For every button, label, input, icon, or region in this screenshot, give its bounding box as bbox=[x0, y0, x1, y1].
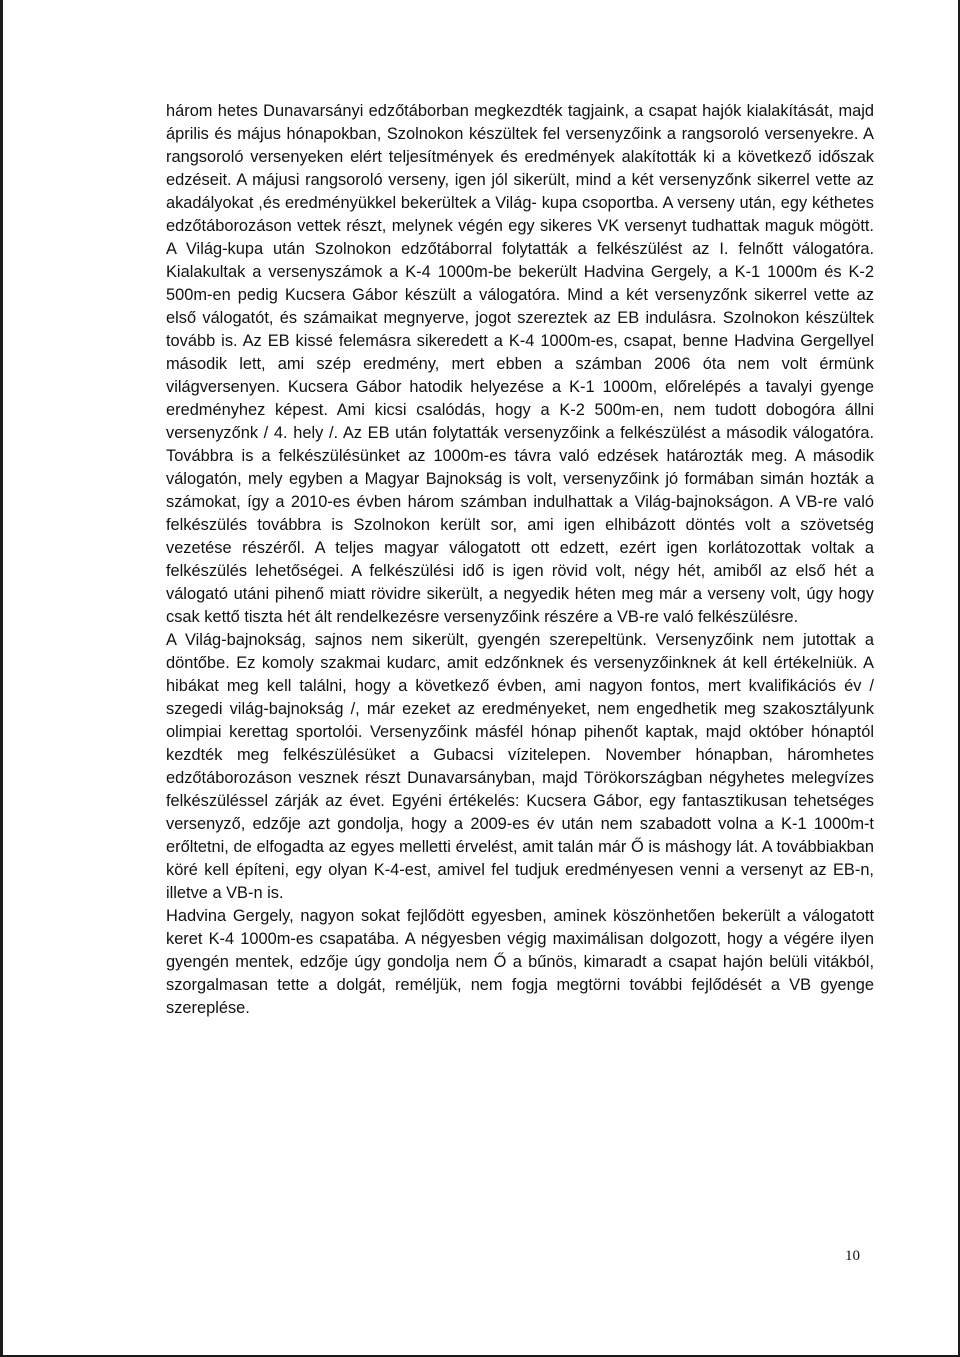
scan-border-left bbox=[0, 0, 3, 1357]
paragraph-3: Hadvina Gergely, nagyon sokat fejlődött egyesben, aminek köszönhetően bekerült a válogatott keret K-4 1000m-es csapatába. A négyesben végig maximálisan dolgozott, hogy a végére ilyen gyengén mentek, edzője úgy gondolja nem Ő a bűnös, kimaradt a csapat hajón belüli vitákból, szorgalmasan tette a dolgát, reméljük, nem fogja megtörni további fejlődését a VB gyenge szereplése. bbox=[166, 907, 874, 1017]
body-text bbox=[166, 100, 874, 1020]
page-number: 10 bbox=[845, 1248, 860, 1264]
paragraph-2: A Világ-bajnokság, sajnos nem sikerült, gyengén szerepeltünk. Versenyzőink nem jutottak a döntőbe. Ez komoly szakmai kudarc, amit edzőnknek és versenyzőinknek át kell értékelniük. A hibákat meg kell találni, hogy a következő évben, ami nagyon fontos, mert kvalifikációs év / szegedi világ-bajnokság /, már ezeket az eredményeket, nem engedhetik meg szakosztályunk olimpiai kerettag sportolói. Versenyzőink másfél hónap pihenőt kaptak, majd október hónaptól kezdték meg felkészülésüket a Gubacsi vízitelepen. November hónapban, háromhetes edzőtáborozáson vesznek részt Dunavarsányban, majd Törökországban négyhetes melegvízes felkészüléssel zárják az évet. Egyéni értékelés: Kucsera Gábor, egy fantasztikusan tehetséges versenyző, edzője azt gondolja, hogy a 2009-es év után nem szabadott volna a K-1 1000m-t erőltetni, de elfogadta az egyes melletti érvelést, amit talán már Ő is máshogy lát. A továbbiakban köré kell építeni, egy olyan K-4-est, amivel fel tudjuk eredményesen venni a versenyt az EB-n, illetve a VB-n is. bbox=[166, 631, 874, 902]
paragraph-1: három hetes Dunavarsányi edzőtáborban megkezdték tagjaink, a csapat hajók kialakítását, majd április és május hónapokban, Szolnokon készültek fel versenyzőink a rangsoroló versenyekre. A rangsoroló versenyeken elért teljesítmények és eredmények alakították ki a következő időszak edzéseit. A májusi rangsoroló verseny, igen jól sikerült, mind a két versenyzőnk sikerrel vette az akadályokat ,és eredményükkel bekerültek a Világ- kupa csoportba. A verseny után, egy kéthetes edzőtáborozáson vettek részt, melynek végén egy sikeres VK versenyt tudhattak maguk mögött. A Világ-kupa után Szolnokon edzőtáborral folytatták a felkészülést az I. felnőtt válogatóra. Kialakultak a versenyszámok a K-4 1000m-be bekerült Hadvina Gergely, a K-1 1000m és K-2 500m-en pedig Kucsera Gábor készült a válogatóra. Mind a két versenyzőnk sikerrel vette az első válogatót, és számaikat megnyerve, jogot szereztek az EB indulásra. Szolnokon készültek tovább is. Az EB kissé felemásra sikeredett a K-4 1000m-es, csapat, benne Hadvina Gergellyel második lett, ami szép eredmény, mert ebben a számban 2006 óta nem volt érmünk világversenyen. Kucsera Gábor hatodik helyezése a K-1 1000m, előrelépés a tavalyi gyenge eredményhez képest. Ami kicsi csalódás, hogy a K-2 500m-en, nem tudott dobogóra állni versenyzőnk / 4. hely /. Az EB után folytatták versenyzőink a felkészülést a második válogatóra. Továbbra is a felkészülésünket az 1000m-es távra való edzések határozták meg. A második válogatón, mely egyben a Magyar Bajnokság is volt, versenyzőink jó formában simán hozták a számokat, így a 2010-es évben három számban indulhattak a Világ-bajnokságon. A VB-re való felkészülés továbbra is Szolnokon került sor, ami igen elhibázott döntés volt a szövetség vezetése részéről. A teljes magyar válogatott ott edzett, ezért igen korlátozottak voltak a felkészülés lehetőségei. A felkészülési idő is igen rövid volt, négy hét, amiből az első hét a válogató utáni pihenő miatt rövidre sikerült, a negyedik héten meg már a verseny volt, úgy hogy csak kettő tiszta hét ált rendelkezésre versenyzőink részére a VB-re való felkészülésre. bbox=[166, 102, 874, 626]
